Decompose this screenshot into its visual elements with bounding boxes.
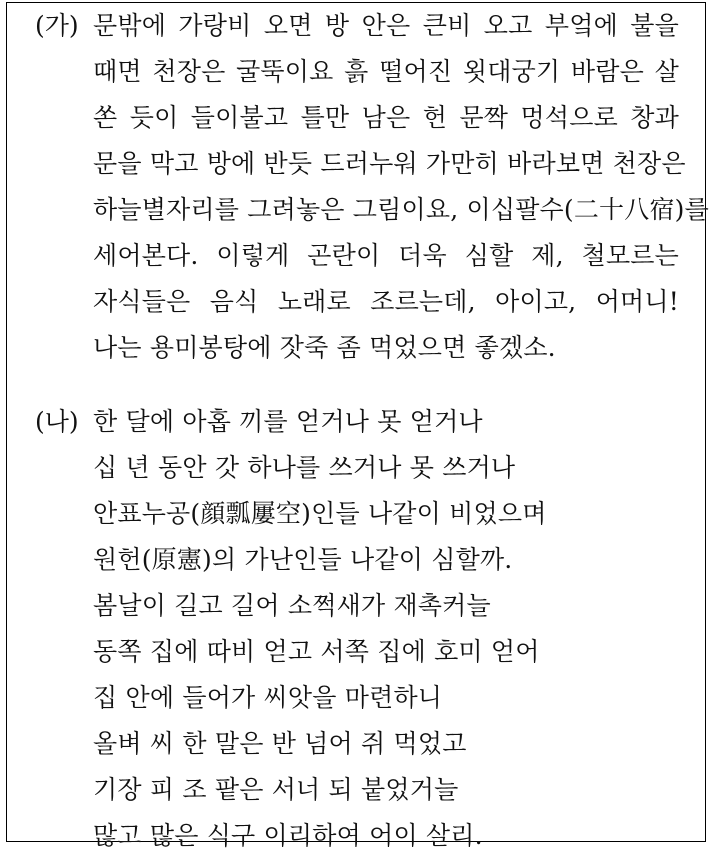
- passage-ga-text: [93, 3, 709, 371]
- passage-na-marker: (나): [35, 407, 79, 436]
- passage-na-line-6: 동쪽 집에 따비 얻고 서쪽 집에 호미 얻어: [93, 637, 540, 666]
- passage-ga-line-3: 쏜 듯이 들이불고 틀만 남은 헌 문짝 멍석으로 창과: [93, 103, 679, 132]
- passage-na-line-4: 원헌(原憲)의 가난인들 나같이 심할까.: [93, 545, 513, 574]
- passage-na-line-10: 많고 많은 식구 이리하여 어이 살리.: [93, 821, 483, 850]
- passage-ga-line-6: 세어본다. 이렇게 곤란이 더욱 심할 제, 철모르는: [93, 241, 679, 270]
- passage-ga-line-8: 나는 용미봉탕에 잣죽 좀 먹었으면 좋겠소.: [93, 333, 556, 362]
- passage-na-text: [93, 399, 679, 859]
- passage-na-line-3: 안표누공(顔瓢屢空)인들 나같이 비었으며: [93, 499, 547, 528]
- passage-box: [6, 2, 709, 850]
- passage-na-line-8: 올벼 씨 한 말은 반 넘어 쥐 먹었고: [93, 729, 467, 758]
- passage-na-line-7: 집 안에 들어가 씨앗을 마련하니: [93, 683, 443, 712]
- passage-ga-line-1: 문밖에 가랑비 오면 방 안은 큰비 오고 부엌에 불을: [93, 11, 679, 40]
- passage-ga-line-4: 문을 막고 방에 반듯 드러누워 가만히 바라보면 천장은: [93, 149, 686, 178]
- passage-na-line-1: 한 달에 아홉 끼를 얻거나 못 얻거나: [93, 407, 483, 436]
- passage-ga-line-7: 자식들은 음식 노래로 조르는데, 아이고, 어머니!: [93, 287, 679, 316]
- passage-ga-line-2: 때면 천장은 굴뚝이요 흙 떨어진 욋대궁기 바람은 살: [93, 57, 679, 86]
- passage-na-line-2: 십 년 동안 갓 하나를 쓰거나 못 쓰거나: [93, 453, 516, 482]
- passage-ga-line-5: 하늘별자리를 그려놓은 그림이요, 이십팔수(二十八宿)를: [93, 195, 709, 224]
- passage-na-line-9: 기장 피 조 팥은 서너 되 붙었거늘: [93, 775, 459, 804]
- passage-ga-marker: (가): [35, 11, 79, 40]
- passage-na-line-5: 봄날이 길고 길어 소쩍새가 재촉커늘: [93, 591, 491, 620]
